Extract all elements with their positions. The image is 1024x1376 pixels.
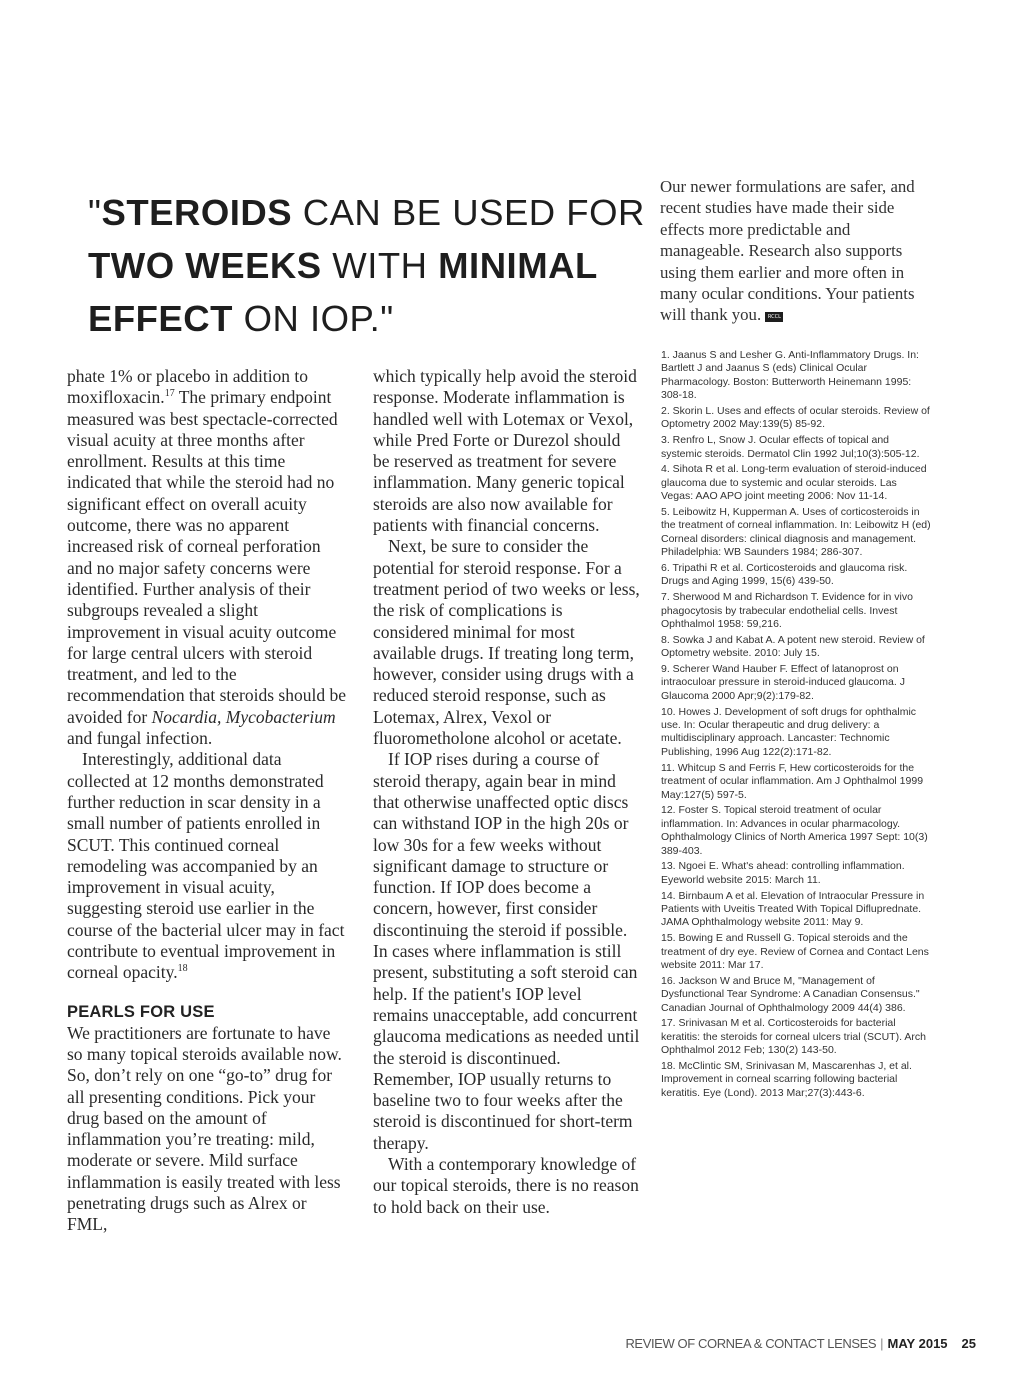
- reference-item: 9. Scherer Wand Hauber F. Effect of latanoprost on intraoculoar pressure in steroid-induced glaucoma. J Glaucoma 2000 Apr;9(2):179-82.: [661, 663, 905, 702]
- paragraph: With a contemporary knowledge of our topical steroids, there is no reason to hold back on their use.: [373, 1153, 639, 1217]
- italic-species: Nocardia, Mycobacterium: [151, 706, 336, 727]
- reference-item: 8. Sowka J and Kabat A. A potent new steroid. Review of Optometry website. 2010: July 15.: [661, 633, 925, 660]
- reference-item: 6. Tripathi R et al. Corticosteroids and glaucoma risk. Drugs and Aging 1999, 15(6) 439-50.: [661, 562, 908, 588]
- reference-item: 17. Srinivasan M et al. Corticosteroids for bacterial keratitis: the steroids for corneal ulcers trial (SCUT). Arch Ophthalmol 2012 Feb; 130(2) 143-50.: [661, 1017, 926, 1057]
- publication-name: REVIEW OF CORNEA & CONTACT LENSES: [625, 1336, 877, 1351]
- pull-quote-text: CAN BE USED FOR: [292, 192, 645, 233]
- paragraph: We practitioners are fortunate to have so many topical steroids available now. So, don’t rely on one “go-to” drug for all presenting conditions. Pick your drug based on the amount of inflammation you’re treating: mild, moderate or severe. Mild surface inflammation is easily treated with less penetrating drugs such as Alrex or FML,: [67, 1022, 342, 1235]
- citation-superscript: 18: [177, 963, 188, 975]
- article-column-1: [67, 366, 349, 1236]
- paragraph: Interestingly, additional data collected at 12 months demonstrated further reduction in scar density in a small number of patients enrolled in SCUT. This continued corneal remodeling was accompanied by an improvement in visual acuity, suggesting steroid use earlier in the course of the bacterial ulcer may in fact contribute to eventual improvement in corneal opacity.$^{18}$: [67, 749, 345, 983]
- reference-item: 4. Sihota R et al. Long-term evaluation of steroid-induced glaucoma due to systemic and ocular steroids. Las Vegas: AAO APO joint meeting 2006: Nov 11-14.: [661, 463, 927, 503]
- reference-item: 5. Leibowitz H, Kupperman A. Uses of corticosteroids in the treatment of corneal inflammation. In: Leibowitz H (ed) Corneal disorders: clinical diagnosis and management. Philadelphia: WB Saunders 1984; 286-307.: [661, 506, 931, 559]
- references-list: [661, 349, 931, 1103]
- closing-text: Our newer formulations are safer, and recent studies have made their side effects more predictable and manageable. Research also supports using them earlier and more often in many ocular conditions. Your patients will thank you.: [660, 177, 915, 325]
- closing-paragraph: [660, 176, 922, 326]
- pull-quote-emphasis: MINIMAL EFFECT: [88, 245, 598, 339]
- pull-quote: [88, 186, 648, 345]
- end-mark-icon: RCCL: [765, 312, 783, 322]
- reference-item: 7. Sherwood M and Richardson T. Evidence for in vivo phagocytosis by trabecular endothelial cells. Invest Ophthalmol 1958: 59,216.: [661, 591, 913, 631]
- paragraph: phate 1% or placebo in addition to moxifloxacin.$^{17}$ The primary endpoint measured was best spectacle-corrected visual acuity at three months after enrollment. Results at this time indicated that while the steroid had no significant effect on overall acuity outcome, there was no apparent increased risk of corneal perforation and no major safety concerns were identified. Further analysis of their subgroups revealed a slight improvement in visual acuity outcome for large central ulcers with steroid treatment, and led to the recommendation that steroids should be avoided for Nocardia, Mycobacterium and fungal infection.: [67, 366, 346, 749]
- pull-quote-text: WITH: [321, 245, 439, 286]
- paragraph: which typically help avoid the steroid response. Moderate inflammation is handled well with Lotemax or Vexol, while Pred Forte or Durezol should be reserved as treatment for severe inflammation. Many generic topical steroids are also now available for patients with financial concerns.: [373, 366, 637, 536]
- paragraph: Next, be sure to consider the potential for steroid response. For a treatment period of two weeks or less, the risk of complications is considered minimal for most available drugs. If treating long term, however, consider using drugs with a reduced steroid response, such as Lotemax, Alrex, Vexol or fluorometholone alcohol or acetate.: [373, 536, 640, 749]
- paragraph: If IOP rises during a course of steroid therapy, again bear in mind that otherwise unaffected optic discs can withstand IOP in the high 20s or low 30s for a few weeks without significant damage to structure or function. If IOP does become a concern, however, first consider discontinuing the steroid if possible. In cases where inflammation is still present, substituting a soft steroid can help. If the patient's IOP level remains unacceptable, add concurrent glaucoma medications as needed until the steroid is discontinued. Remember, IOP usually returns to baseline two to four weeks after the steroid is discontinued for short-term therapy.: [373, 749, 640, 1153]
- pull-quote-emphasis: STEROIDS: [101, 192, 293, 233]
- reference-item: 1. Jaanus S and Lesher G. Anti-Inflammatory Drugs. In: Bartlett J and Jaanus S (eds) Clinical Ocular Pharmacology. Boston: Butterworth Heinemann 1995: 308-18.: [661, 349, 919, 402]
- reference-item: 12. Foster S. Topical steroid treatment of ocular inflammation. In: Advances in ocular pharmacology. Ophthalmology Clinics of North America 1997 Sept: 10(3) 389-403.: [661, 804, 928, 857]
- article-column-2: [373, 366, 641, 1218]
- reference-item: 11. Whitcup S and Ferris F, Hew corticosteroids for the treatment of ocular inflammation. Am J Ophthalmol 1999 May:127(5) 597-5.: [661, 761, 924, 801]
- reference-item: 3. Renfro L, Snow J. Ocular effects of topical and systemic steroids. Dermatol Clin 1992 Jul;10(3):505-12.: [661, 434, 920, 460]
- footer-separator: |: [880, 1336, 884, 1351]
- page-footer: [625, 1336, 976, 1351]
- reference-item: 15. Bowing E and Russell G. Topical steroids and the treatment of dry eye. Review of Cornea and Contact Lens website 2011: Mar 17.: [661, 932, 929, 971]
- reference-item: 18. McClintic SM, Srinivasan M, Mascarenhas J, et al. Improvement in corneal scarring following bacterial keratitis. Eye (Lond). 2013 Mar;27(3):443-6.: [661, 1059, 912, 1099]
- section-heading: PEARLS FOR USE: [67, 1002, 215, 1021]
- issue-date: MAY 2015: [887, 1336, 948, 1351]
- reference-item: 13. Ngoei E. What's ahead: controlling inflammation. Eyeworld website 2015: March 11.: [661, 860, 905, 886]
- pull-quote-open-mark: ": [88, 192, 102, 233]
- pull-quote-emphasis: TWO WEEKS: [88, 245, 322, 286]
- reference-item: 2. Skorin L. Uses and effects of ocular steroids. Review of Optometry 2002 May:139(5) 85-92.: [661, 405, 930, 431]
- reference-item: 10. Howes J. Development of soft drugs for ophthalmic use. In: Ocular therapeutic and drug delivery: a multidisciplinary approach. Lancaster: Technomic Publishing, 1996 Aug 122(2):171-82.: [661, 705, 917, 758]
- citation-superscript: 17: [164, 388, 175, 400]
- reference-item: 16. Jackson W and Bruce M, "Management of Dysfunctional Tear Syndrome: A Canadian Consensus." Canadian Journal of Ophthalmology 2009 44(4) 386.: [661, 974, 920, 1014]
- pull-quote-text: ON IOP.": [232, 298, 394, 339]
- page-number: 25: [961, 1336, 976, 1351]
- reference-item: 14. Birnbaum A et al. Elevation of Intraocular Pressure in Patients with Uveitis Treated With Topical Difluprednate. JAMA Ophthalmology website 2011: May 9.: [661, 889, 925, 929]
